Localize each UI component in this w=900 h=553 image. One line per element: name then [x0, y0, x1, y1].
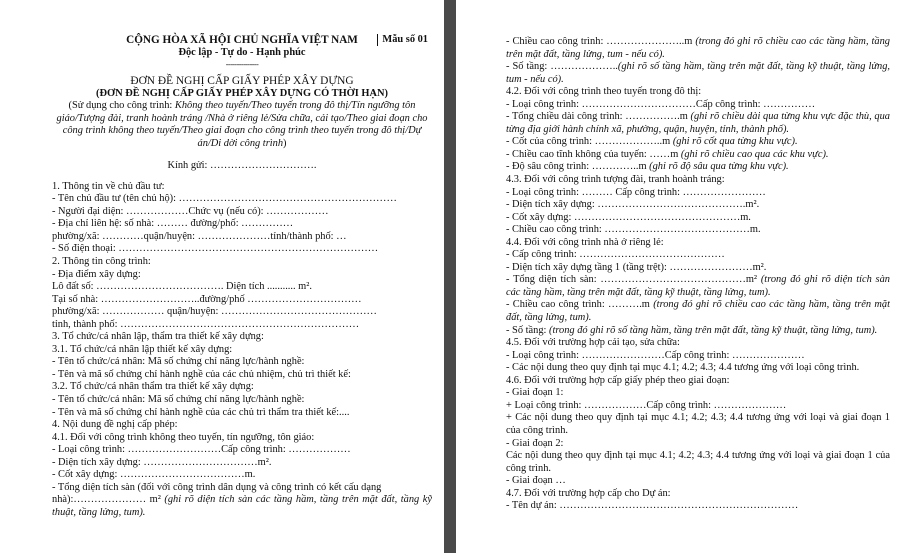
- section-4-2-depth: [506, 161, 890, 174]
- phase-1-label: - Giai đoạn 1:: [506, 387, 564, 399]
- form-line: - Tên tổ chức/cá nhân: Mã số chứng chỉ năng lực/hành nghề:: [52, 356, 305, 368]
- section-4-2-heading: 4.2. Đối với công trình theo tuyến trong đô thị:: [506, 86, 702, 98]
- section-4-3-level: - Cốt xây dựng: …………………………………………m.: [506, 211, 751, 223]
- depth-prefix: - Độ sâu công trình: …………..m: [506, 161, 650, 173]
- section-4-4-ground-area: - Diện tích xây dựng tầng 1 (tầng trệt): ……………………m².: [506, 261, 767, 273]
- usage-note: [52, 100, 432, 150]
- project-name-field: - Tên dự án: ……………………………………………………………: [506, 500, 799, 512]
- form-code-label: Mẫu số 01: [377, 34, 428, 46]
- level-prefix: - Cốt của công trình: ………………..m: [506, 136, 673, 148]
- form-line: 2. Thông tin công trình:: [52, 256, 151, 268]
- phase-2-content: Các nội dung theo quy định tại mục 4.1; 4.2; 4.3; 4.4 tương ứng với loại và giai đoạn 1 của công trình.: [506, 450, 890, 474]
- recipient-line: Kính gửi: ………………………….: [167, 160, 317, 172]
- level-note: (ghi rõ cốt qua từng khu vực).: [672, 136, 798, 148]
- form-line: - Địa chỉ liên hệ: số nhà: ……… đường/phố: ……………: [52, 218, 294, 230]
- form-line: 3.2. Tổ chức/cá nhân thẩm tra thiết kế xây dựng:: [52, 381, 254, 393]
- motto-underline: ---------------: [225, 59, 259, 69]
- depth-note: (ghi rõ độ sâu qua từng khu vực).: [649, 161, 789, 173]
- form-line: - Diện tích xây dựng: ……………………………m².: [52, 456, 272, 468]
- section-4-5-heading: 4.5. Đối với trường hợp cải tạo, sửa chữa:: [506, 337, 680, 349]
- form-line: - Tổng diện tích sàn (đối với công trình dân dụng và công trình có kết cấu dạng: [52, 481, 382, 493]
- document-title: ĐƠN ĐỀ NGHỊ CẤP GIẤY PHÉP XÂY DỰNG: [130, 74, 354, 87]
- form-line: - Tên và mã số chứng chỉ hành nghề của các chủ trì thẩm tra thiết kế:....: [52, 406, 350, 418]
- height-4-4-note: (trong đó ghi rõ chiều cao các tầng hầm, tầng trên mặt đất, tầng lửng, tum).: [506, 299, 890, 324]
- section-4-4-floor-area: [506, 274, 890, 299]
- section-4-5-type: - Loại công trình: ……………………Cấp công trình: …………………: [506, 349, 805, 361]
- floor-area-4-4-note: (trong đó ghi rõ diện tích sàn các tầng hầm, tầng trên mặt đất, tầng kỹ thuật, tầng lửng, tum).: [506, 274, 890, 298]
- form-line: 4.1. Đối với công trình không theo tuyến, tín ngưỡng, tôn giáo:: [52, 431, 315, 443]
- left-form-lines: [52, 181, 432, 495]
- form-line: phường/xã: ……………… quận/huyện: ………………………………………: [52, 306, 377, 318]
- section-4-2-length: [506, 111, 890, 136]
- form-line: tỉnh, thành phố: ……………………………………………………………: [52, 318, 360, 330]
- floors-4-4-note: (trong đó ghi rõ số tầng hầm, tầng trên mặt đất, tầng kỹ thuật, tầng lửng, tum).: [549, 324, 878, 336]
- form-line: - Địa điểm xây dựng:: [52, 268, 141, 280]
- document-page-left: [0, 0, 444, 553]
- section-4-2-level: [506, 136, 890, 149]
- section-4-7-heading: 4.7. Đối với trường hợp cấp cho Dự án:: [506, 487, 671, 499]
- form-line: 1. Thông tin về chủ đầu tư:: [52, 180, 165, 192]
- clearance-note: (ghi rõ chiều cao qua các khu vực).: [680, 148, 829, 160]
- section-4-5-content: - Các nội dung theo quy định tại mục 4.1; 4.2; 4.3; 4.4 tương ứng với loại công trình.: [506, 362, 860, 374]
- form-line: - Tên chủ đầu tư (tên chủ hộ): ………………………………………………………: [52, 193, 397, 205]
- page-divider: [444, 0, 456, 553]
- floors-note: (ghi rõ số tầng hầm, tầng trên mặt đất, tầng kỹ thuật, tầng lửng, tum - nếu có).: [506, 61, 890, 85]
- form-line: 4. Nội dung đề nghị cấp phép:: [52, 419, 178, 431]
- form-line: - Loại công trình: ………………………Cấp công trình: ………………: [52, 444, 351, 456]
- floors-4-4-prefix: - Số tầng:: [506, 324, 550, 336]
- usage-note-list: Không theo tuyến/Theo tuyến trong đô thị/Tín ngưỡng tôn giáo/Tượng đài, tranh hoành tráng /Nhà ở riêng lẻ/Sửa chữa, cải tạo/Theo giai đoạn cho công trình không theo tuyến/Theo giai đoạn cho công trình theo tuyến trong đô thị/Dự án/Di dời công trình: [56, 100, 428, 149]
- floors-prefix: - Số tầng: ………………..: [506, 61, 618, 73]
- section-4-4-heading: 4.4. Đối với công trình nhà ở riêng lẻ:: [506, 236, 664, 248]
- phase-n-label: - Giai đoạn …: [506, 475, 566, 487]
- country-name: CỘNG HÒA XÃ HỘI CHỦ NGHĨA VIỆT NAM: [126, 34, 358, 46]
- form-line: - Tên tổ chức/cá nhân: Mã số chứng chỉ năng lực/hành nghề:: [52, 394, 305, 406]
- floor-area-note: [52, 494, 432, 519]
- section-4-2-type: - Loại công trình: ……………………………Cấp công trình: ……………: [506, 98, 816, 110]
- section-4-2-clearance: [506, 149, 890, 162]
- length-note: (ghi rõ chiều dài qua từng khu vực đặc thù, qua từng địa giới hành chính xã, phường, quận, huyện, tỉnh, thành phố).: [506, 111, 890, 135]
- usage-note-suffix: ): [283, 137, 287, 149]
- length-prefix: - Tổng chiều dài công trình: …………….m: [506, 111, 691, 123]
- form-line: 3.1. Tổ chức/cá nhân lập thiết kế xây dựng:: [52, 343, 233, 355]
- floor-area-4-4-prefix: - Tổng diện tích sàn: ……………………………………m²: [506, 274, 761, 286]
- form-line: phường/xã: …………quận/huyện: …………………tỉnh/thành phố: …: [52, 230, 347, 242]
- section-4-4-height: [506, 299, 890, 324]
- phase-1-type: + Loại công trình: ………………Cấp công trình: …………………: [506, 399, 787, 411]
- clearance-prefix: - Chiều cao tĩnh không của tuyến: ……m: [506, 148, 681, 160]
- height-prefix: - Chiều cao công trình: …………………..m: [506, 36, 696, 47]
- floor-area-italic: (ghi rõ diện tích sàn các tầng hầm, tầng trên mặt đất, tầng kỹ thuật, tầng lửng, tum).: [52, 494, 432, 518]
- form-line: - Cốt xây dựng: ………………………………m.: [52, 469, 256, 481]
- document-subtitle: (ĐƠN ĐỀ NGHỊ CẤP GIẤY PHÉP XÂY DỰNG CÓ THỜI HẠN): [96, 87, 388, 99]
- document-page-right: [456, 0, 900, 553]
- section-4-4-floors: [506, 325, 890, 338]
- section-4-3-heading: 4.3. Đối với công trình tượng đài, tranh hoành tráng:: [506, 174, 725, 186]
- section-4-6-heading: 4.6. Đối với trường hợp cấp giấy phép theo giai đoạn:: [506, 374, 730, 386]
- form-line: - Người đại diện: ………………Chức vụ (nếu có): ………………: [52, 205, 329, 217]
- form-line: 3. Tổ chức/cá nhân lập, thẩm tra thiết kế xây dựng:: [52, 331, 264, 343]
- form-line: Tại số nhà: ………………………..đường/phố ……………………………: [52, 293, 362, 305]
- form-line: - Số điện thoại: …………………………………………………………………: [52, 243, 379, 255]
- phase-1-content: + Các nội dung theo quy định tại mục 4.1; 4.2; 4.3; 4.4 tương ứng với loại và giai đoạn 1 của công trình.: [506, 412, 890, 436]
- form-line: - Tên và mã số chứng chỉ hành nghề của các chủ nhiệm, chủ trì thiết kế:: [52, 368, 351, 380]
- floors-field: [506, 61, 890, 86]
- section-4-4-grade: - Cấp công trình: ……………………………………: [506, 249, 725, 261]
- height-note: (trong đó ghi rõ chiều cao các tầng hầm, tầng trên mặt đất, tầng lửng, tum - nếu có).: [506, 36, 890, 60]
- height-4-4-prefix: - Chiều cao công trình: ……….m: [506, 299, 654, 311]
- usage-note-prefix: (Sử dụng cho công trình:: [68, 100, 175, 111]
- national-motto: Độc lập - Tự do - Hạnh phúc: [178, 47, 306, 58]
- floor-area-prefix: nhà):………………… m²: [52, 494, 165, 506]
- height-field: [506, 36, 890, 61]
- form-line: Lô đất số: ………………………………. Diện tích ........... m².: [52, 281, 312, 293]
- phase-2-label: - Giai đoạn 2:: [506, 437, 564, 449]
- section-4-3-type: - Loại công trình: ……… Cấp công trình: ……………………: [506, 186, 766, 198]
- section-4-3-height: - Chiều cao công trình: ……………………………………m.: [506, 224, 761, 236]
- section-4-3-area: - Diện tích xây dựng: …………………………………….m².: [506, 199, 760, 211]
